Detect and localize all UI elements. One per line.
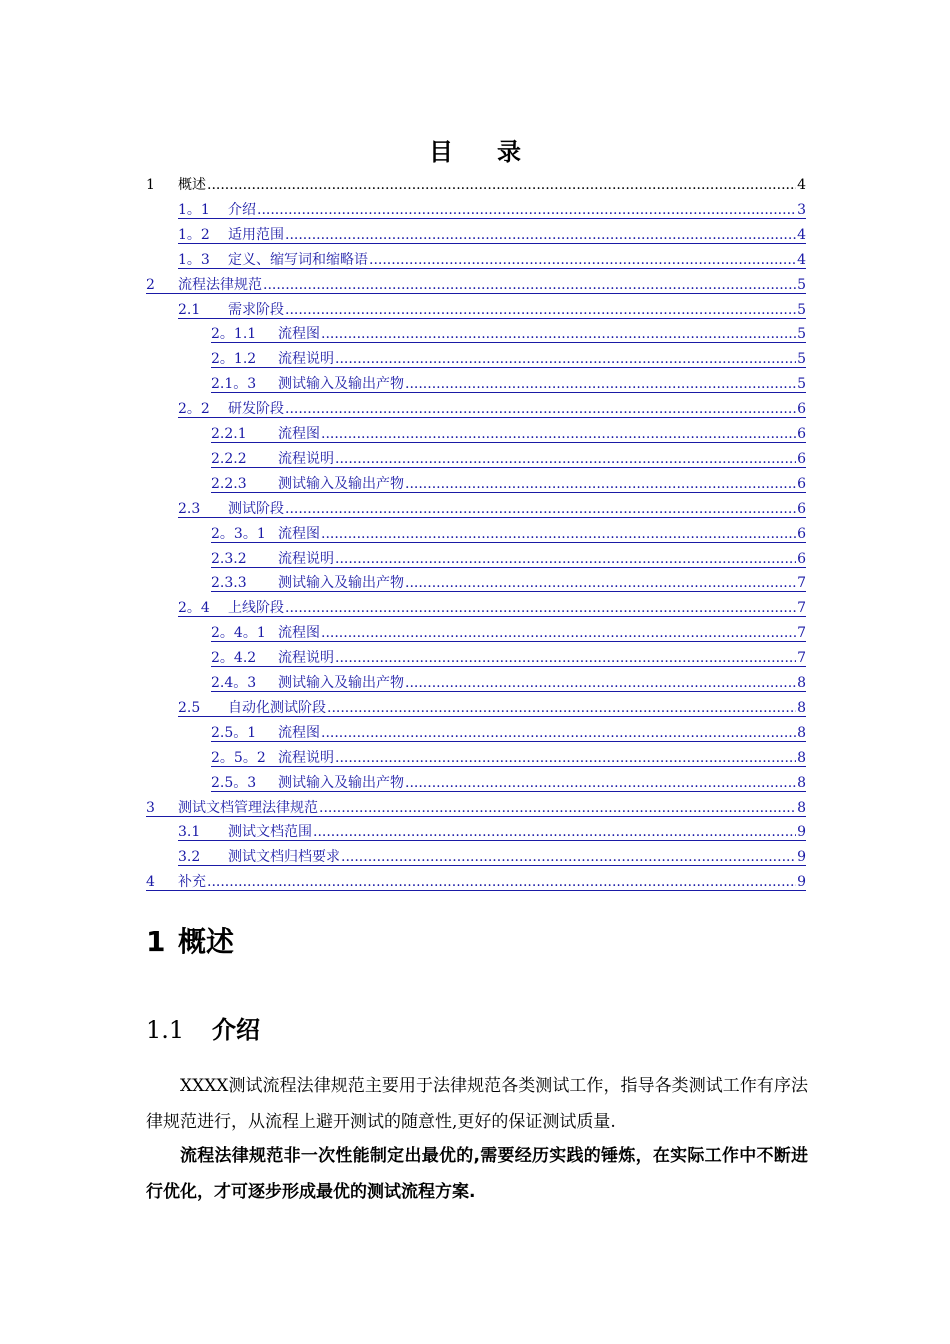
toc-entry-number: 1。3 bbox=[178, 251, 210, 268]
toc-entry-label: 测试阶段 bbox=[228, 500, 284, 517]
toc-entry-label: 上线阶段 bbox=[228, 600, 284, 617]
toc-entry-underline bbox=[178, 417, 806, 418]
toc-entry-page: 6 bbox=[797, 475, 806, 492]
toc-entry[interactable] bbox=[211, 747, 806, 769]
toc-entry-underline bbox=[178, 840, 806, 841]
toc-entry-page: 8 bbox=[797, 724, 806, 741]
toc-entry-number: 2。3。1 bbox=[211, 525, 266, 542]
toc-entry[interactable] bbox=[178, 249, 806, 271]
toc-entry-label: 测试文档归档要求 bbox=[228, 849, 340, 866]
heading-1 bbox=[146, 920, 234, 960]
toc-entry-page: 7 bbox=[797, 575, 806, 592]
toc-entry[interactable] bbox=[211, 473, 806, 495]
body-paragraph-bold: 流程法律规范非一次性能制定出最优的,需要经历实践的锤炼，在实际工作中不断进行优化，才可逐步形成最优的测试流程方案. bbox=[146, 1146, 808, 1202]
toc-entry-underline bbox=[146, 890, 806, 891]
toc-entry-page: 5 bbox=[797, 326, 806, 343]
toc-entry[interactable] bbox=[211, 523, 806, 545]
toc-entry-label: 定义、缩写词和缩略语 bbox=[228, 251, 368, 268]
toc-entry[interactable] bbox=[211, 548, 806, 570]
toc-entry-label: 流程说明 bbox=[278, 550, 334, 567]
toc-entry-label: 补充 bbox=[178, 874, 206, 891]
toc-entry-number: 2.3.3 bbox=[211, 575, 247, 592]
toc-entry-underline bbox=[211, 492, 806, 493]
toc-entry[interactable] bbox=[146, 797, 806, 819]
toc-entry-label: 流程说明 bbox=[278, 650, 334, 667]
toc-entry[interactable] bbox=[178, 821, 806, 843]
toc-entry-number: 2.5 bbox=[178, 699, 201, 716]
body-paragraph: XXXX测试流程法律规范主要用于法律规范各类测试工作，指导各类测试工作有序法律规范进行，从流程上避开测试的随意性,更好的保证测试质量. bbox=[146, 1076, 808, 1132]
toc-entry-page: 5 bbox=[797, 301, 806, 318]
toc-entry-page: 6 bbox=[797, 401, 806, 418]
toc-entry-page: 7 bbox=[797, 625, 806, 642]
toc-entry-number: 1。2 bbox=[178, 226, 210, 243]
toc-entry-underline bbox=[146, 293, 806, 294]
toc-entry-number: 2.5。3 bbox=[211, 774, 257, 791]
toc-entry-label: 流程法律规范 bbox=[178, 276, 262, 293]
toc-entry-underline bbox=[211, 567, 806, 568]
toc-entry-number: 2.2.2 bbox=[211, 450, 247, 467]
toc-entry[interactable] bbox=[178, 697, 806, 719]
toc-entry[interactable] bbox=[211, 348, 806, 370]
toc-entry-number: 2。4。1 bbox=[211, 625, 266, 642]
toc-entry-page: 9 bbox=[797, 849, 806, 866]
toc-entry-underline bbox=[178, 865, 806, 866]
toc-entry-label: 测试输入及输出产物 bbox=[278, 376, 404, 393]
toc-entry-underline bbox=[178, 218, 806, 219]
toc-entry[interactable] bbox=[178, 498, 806, 520]
toc-entry-page: 3 bbox=[797, 201, 806, 218]
toc-title-char-1: 目 bbox=[429, 138, 453, 166]
toc-entry-page: 4 bbox=[797, 251, 806, 268]
toc-entry-number: 2.2.3 bbox=[211, 475, 247, 492]
toc-entry-number: 3.2 bbox=[178, 849, 201, 866]
toc-entry-underline bbox=[211, 467, 806, 468]
toc-entry-label: 流程说明 bbox=[278, 749, 334, 766]
toc-entry-label: 自动化测试阶段 bbox=[228, 699, 326, 716]
toc-entry-label: 需求阶段 bbox=[228, 301, 284, 318]
toc-entry-number: 2 bbox=[146, 276, 155, 293]
toc-entry-label: 概述 bbox=[178, 177, 206, 193]
toc-entry-number: 2.4。3 bbox=[211, 675, 257, 691]
toc-entry-page: 8 bbox=[797, 675, 806, 691]
toc-entry-underline bbox=[178, 517, 806, 518]
toc-entry-label: 流程图 bbox=[278, 525, 320, 542]
toc-entry-underline bbox=[211, 392, 806, 393]
toc-entry[interactable] bbox=[178, 846, 806, 868]
heading-2 bbox=[146, 1010, 260, 1045]
toc-entry[interactable] bbox=[211, 772, 806, 794]
toc-entry-number: 1。1 bbox=[178, 201, 210, 218]
toc-entry-underline bbox=[211, 766, 806, 767]
toc-entry-number: 2。4 bbox=[178, 600, 210, 617]
toc-title bbox=[0, 132, 950, 167]
toc-entry-number: 3 bbox=[146, 799, 155, 816]
toc-entry-label: 适用范围 bbox=[228, 226, 284, 243]
toc-entry[interactable] bbox=[211, 572, 806, 594]
toc-entry-label: 流程说明 bbox=[278, 351, 334, 368]
toc-entry-page: 4 bbox=[797, 226, 806, 243]
toc-entry-page: 8 bbox=[797, 799, 806, 816]
heading-1-number: 1 bbox=[146, 925, 166, 958]
toc-entry-underline bbox=[178, 616, 806, 617]
toc-entry[interactable] bbox=[146, 871, 806, 893]
heading-2-number: 1.1 bbox=[146, 1016, 185, 1044]
toc-entry-page: 5 bbox=[797, 276, 806, 293]
toc-entry[interactable] bbox=[178, 224, 806, 246]
toc-entry-label: 流程图 bbox=[278, 724, 320, 741]
toc-entry-page: 8 bbox=[797, 749, 806, 766]
toc-entry-underline bbox=[178, 318, 806, 319]
toc-entry-underline bbox=[178, 268, 806, 269]
toc-entry-page: 8 bbox=[797, 699, 806, 716]
toc-entry[interactable] bbox=[211, 722, 806, 744]
toc-entry-label: 测试输入及输出产物 bbox=[278, 475, 404, 492]
toc-entry[interactable] bbox=[211, 622, 806, 644]
toc-entry-page: 6 bbox=[797, 500, 806, 517]
heading-2-title: 介绍 bbox=[212, 1016, 260, 1044]
toc-entry-underline bbox=[211, 342, 806, 343]
toc-entry-number: 3.1 bbox=[178, 824, 201, 841]
toc-entry-page: 6 bbox=[797, 426, 806, 442]
toc-entry-number: 2。4.2 bbox=[211, 650, 257, 667]
toc-entry-label: 流程图 bbox=[278, 426, 320, 442]
toc-entry-page: 5 bbox=[797, 351, 806, 368]
toc-entry-leader bbox=[207, 174, 796, 196]
toc-entry-number: 2。1.1 bbox=[211, 326, 257, 343]
toc-entry-underline bbox=[211, 741, 806, 742]
heading-1-title: 概述 bbox=[178, 925, 235, 958]
toc-entry-label: 流程图 bbox=[278, 625, 320, 642]
toc-entry-underline bbox=[211, 791, 806, 792]
toc-entry-underline bbox=[211, 542, 806, 543]
toc-entry[interactable] bbox=[146, 274, 806, 296]
toc-entry-underline bbox=[211, 666, 806, 667]
toc-entry bbox=[146, 174, 806, 196]
toc-entry[interactable] bbox=[178, 398, 806, 420]
toc-entry[interactable] bbox=[178, 199, 806, 221]
toc-entry[interactable] bbox=[211, 423, 806, 445]
toc-entry-page: 8 bbox=[797, 774, 806, 791]
toc-entry[interactable] bbox=[178, 597, 806, 619]
toc-entry-label: 流程图 bbox=[278, 326, 320, 343]
toc-entry-underline bbox=[211, 691, 806, 692]
toc-entry-underline bbox=[146, 816, 806, 817]
toc-title-char-2: 录 bbox=[497, 138, 521, 166]
toc-entry[interactable] bbox=[211, 647, 806, 669]
toc-entry-label: 流程说明 bbox=[278, 450, 334, 467]
toc-entry-label: 测试输入及输出产物 bbox=[278, 774, 404, 791]
toc-entry-page: 6 bbox=[797, 525, 806, 542]
toc-entry-page: 5 bbox=[797, 376, 806, 393]
toc-entry-number: 2.3.2 bbox=[211, 550, 247, 567]
toc-entry[interactable] bbox=[211, 448, 806, 470]
toc-entry-underline bbox=[211, 641, 806, 642]
toc-entry-page: 6 bbox=[797, 550, 806, 567]
toc-entry-number: 2.1。3 bbox=[211, 376, 257, 393]
toc-entry[interactable] bbox=[211, 373, 806, 395]
toc-entry-number: 2.3 bbox=[178, 500, 201, 517]
toc-entry-page: 7 bbox=[797, 600, 806, 617]
toc-entry-underline bbox=[211, 367, 806, 368]
toc-entry-number: 4 bbox=[146, 874, 155, 891]
toc-entry-page: 9 bbox=[797, 874, 806, 891]
toc-entry-label: 测试输入及输出产物 bbox=[278, 675, 404, 691]
toc-entry-number: 2.1 bbox=[178, 301, 201, 318]
toc-entry[interactable] bbox=[178, 299, 806, 321]
toc-entry-underline bbox=[178, 716, 806, 717]
toc-entry-label: 测试输入及输出产物 bbox=[278, 575, 404, 592]
toc-entry-number: 2。2 bbox=[178, 401, 210, 418]
toc-entry[interactable] bbox=[211, 672, 806, 694]
toc-entry-page: 9 bbox=[797, 824, 806, 841]
toc-entry-underline bbox=[178, 243, 806, 244]
toc-entry-number: 2.5。1 bbox=[211, 724, 257, 741]
toc-entry-number: 2.2.1 bbox=[211, 426, 247, 442]
toc-entry-label: 介绍 bbox=[228, 201, 256, 218]
toc-entry-page: 4 bbox=[797, 177, 806, 193]
toc-entry-number: 1 bbox=[146, 177, 155, 193]
toc-entry-number: 2。1.2 bbox=[211, 351, 257, 368]
toc-entry-underline bbox=[211, 591, 806, 592]
toc-entry-page: 7 bbox=[797, 650, 806, 667]
toc-entry-underline bbox=[211, 442, 806, 443]
toc-entry-label: 测试文档管理法律规范 bbox=[178, 799, 318, 816]
toc-entry-page: 6 bbox=[797, 450, 806, 467]
toc-entry-number: 2。5。2 bbox=[211, 749, 266, 766]
toc-entry-label: 测试文档范围 bbox=[228, 824, 312, 841]
toc-entry-label: 研发阶段 bbox=[228, 401, 284, 418]
toc-entry[interactable] bbox=[211, 323, 806, 345]
